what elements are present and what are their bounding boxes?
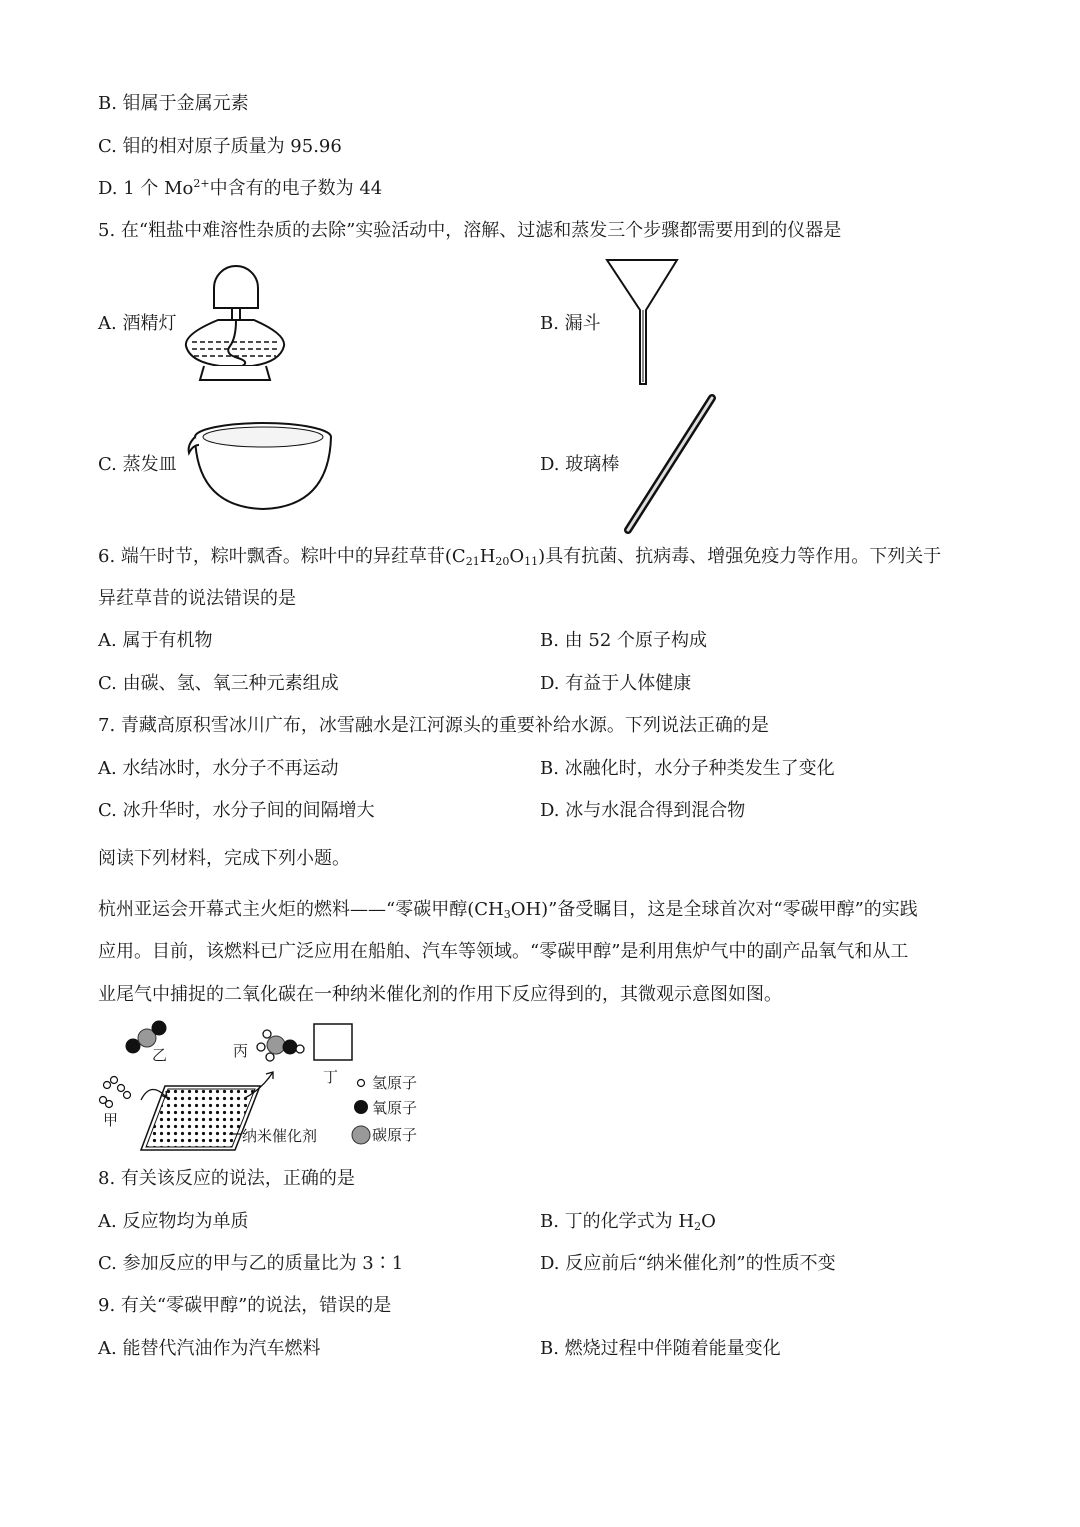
label-yi: 乙 [152,1046,168,1064]
legend-carbon: 碳原子 [372,1126,418,1144]
q4-option-b: B. 钼属于金属元素 [98,93,249,114]
product-ding-box [314,1024,352,1060]
reaction-microview-diagram [95,1018,435,1163]
q7-option-c: C. 冰升华时，水分子间的间隔增大 [98,800,375,821]
alcohol-lamp-icon [180,258,290,388]
label-catalyst: 纳米催化剂 [242,1127,318,1145]
q5-option-c: C. 蒸发皿 [98,454,177,475]
q5-option-d: D. 玻璃棒 [540,454,620,475]
legend-hydrogen: 氢原子 [372,1074,418,1092]
q6-option-c: C. 由碳、氢、氧三种元素组成 [98,673,339,694]
q5-stem: 5. 在“粗盐中难溶性杂质的去除”实验活动中，溶解、过滤和蒸发三个步骤都需要用到的仪器是 [98,220,842,241]
label-jia: 甲 [103,1111,119,1129]
q4-option-d: D. 1 个 $Mo^{2+}$中含有的电子数为 44 [98,177,383,199]
q6-stem-line2: 异荭草昔的说法错误的是 [98,588,296,609]
funnel-icon [605,258,680,388]
glass-rod-icon [620,392,720,537]
q7-option-a: A. 水结冰时，水分子不再运动 [98,758,339,779]
q8-option-c: C. 参加反应的甲与乙的质量比为 3∶1 [98,1253,404,1274]
q5-option-b: B. 漏斗 [540,313,601,334]
q6-option-d: D. 有益于人体健康 [540,673,692,694]
label-ding: 丁 [323,1068,339,1086]
label-bing: 丙 [233,1042,249,1060]
legend-oxygen: 氧原子 [372,1099,418,1117]
reading-intro: 阅读下列材料，完成下列小题。 [98,848,350,869]
q9-option-b: B. 燃烧过程中伴随着能量变化 [540,1338,781,1359]
reading-paragraph-line2: 应用。目前，该燃料已广泛应用在船舶、汽车等领域。“零碳甲醇”是利用焦炉气中的副产品氧气和从工 [98,941,909,962]
q6-option-b: B. 由 52 个原子构成 [540,630,708,651]
molecule-bing-icon [257,1030,304,1061]
q6-option-a: A. 属于有机物 [98,630,213,651]
q8-option-a: A. 反应物均为单质 [98,1211,249,1232]
q8-option-d: D. 反应前后“纳米催化剂”的性质不变 [540,1253,836,1274]
q5-option-a: A. 酒精灯 [98,313,177,334]
reading-paragraph-line3: 业尾气中捕捉的二氧化碳在一种纳米催化剂的作用下反应得到的，其微观示意图如图。 [98,984,782,1005]
q8-stem: 8. 有关该反应的说法，正确的是 [98,1168,355,1189]
q7-option-b: B. 冰融化时，水分子种类发生了变化 [540,758,835,779]
q9-stem: 9. 有关“零碳甲醇”的说法，错误的是 [98,1295,392,1316]
q9-option-a: A. 能替代汽油作为汽车燃料 [98,1338,321,1359]
q7-stem: 7. 青藏高原积雪冰川广布，冰雪融水是江河源头的重要补给水源。下列说法正确的是 [98,715,769,736]
q8-option-b: B. 丁的化学式为 $H_2O$ [540,1211,716,1233]
reading-paragraph-line1: 杭州亚运会开幕式主火炬的燃料——“零碳甲醇$(CH_3OH)$”备受瞩目，这是全球首次对“零碳甲醇”的实践 [98,899,918,921]
q7-option-d: D. 冰与水混合得到混合物 [540,800,746,821]
evaporating-dish-icon [185,415,335,515]
q4-option-c: C. 钼的相对原子质量为 95.96 [98,136,342,157]
q6-stem: 6. 端午时节，粽叶飘香。粽叶中的异荭草苷$(C_{21}H_{20}O_{11})$具有抗菌、抗病毒、增强免疫力等作用。下列关于 [98,546,942,568]
molecule-jia-icon [100,1077,131,1108]
